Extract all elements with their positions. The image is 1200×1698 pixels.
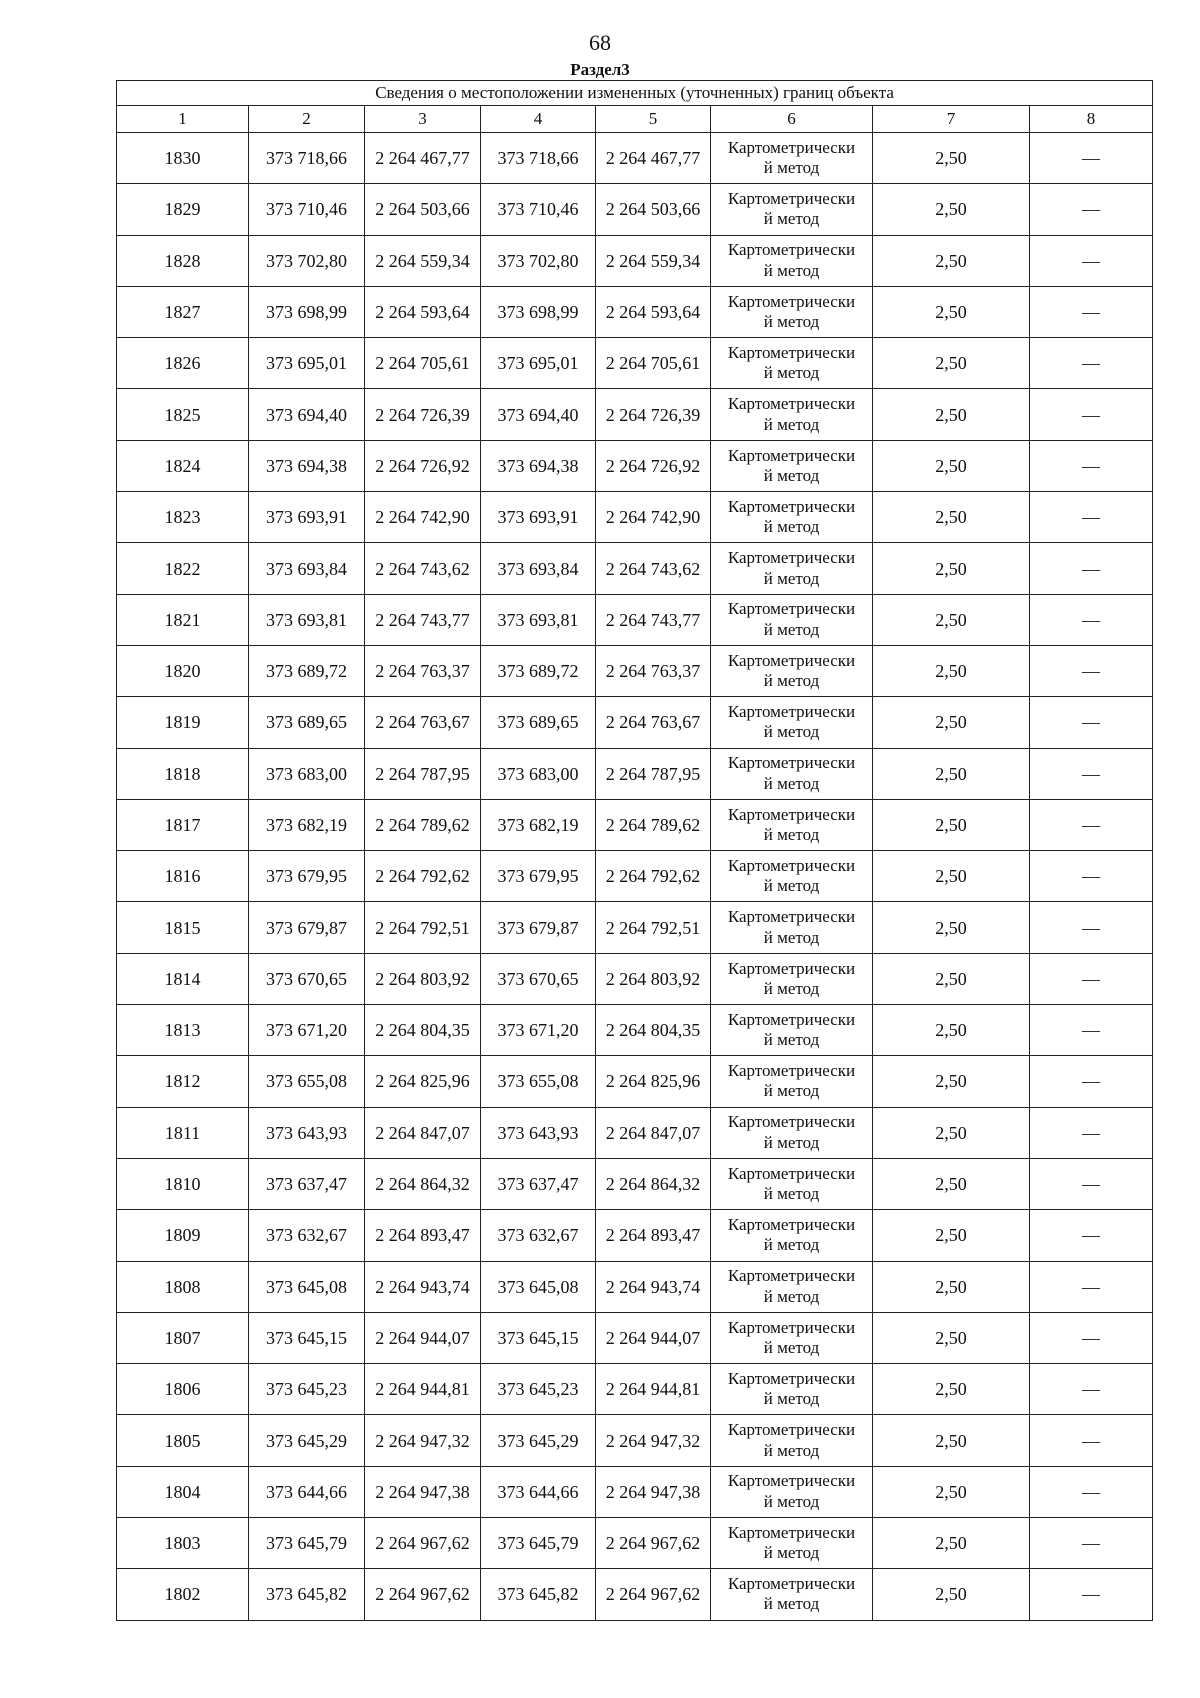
existing-y-cell: 2 264 503,66 — [365, 184, 481, 235]
point-description-cell: — — [1030, 338, 1153, 389]
existing-x-cell: 373 670,65 — [249, 953, 365, 1004]
refined-x-cell: 373 702,80 — [481, 235, 596, 286]
refined-y-cell: 2 264 947,38 — [596, 1466, 711, 1517]
refined-y-cell: 2 264 742,90 — [596, 492, 711, 543]
refined-x-cell: 373 645,08 — [481, 1261, 596, 1312]
refined-y-cell: 2 264 944,07 — [596, 1312, 711, 1363]
point-description-cell: — — [1030, 1569, 1153, 1620]
refined-x-cell: 373 695,01 — [481, 338, 596, 389]
refined-x-cell: 373 693,81 — [481, 594, 596, 645]
point-description-cell: — — [1030, 594, 1153, 645]
existing-x-cell: 373 693,91 — [249, 492, 365, 543]
point-description-cell: — — [1030, 1518, 1153, 1569]
existing-y-cell: 2 264 804,35 — [365, 1005, 481, 1056]
determination-method-cell: Картометрически й метод — [711, 338, 873, 389]
refined-y-cell: 2 264 559,34 — [596, 235, 711, 286]
existing-y-cell: 2 264 803,92 — [365, 953, 481, 1004]
table-row — [117, 953, 1153, 1004]
existing-x-cell: 373 683,00 — [249, 748, 365, 799]
table-row — [117, 1107, 1153, 1158]
point-description-cell: — — [1030, 440, 1153, 491]
point-number-cell: 1821 — [117, 594, 249, 645]
column-number-row — [117, 106, 1153, 133]
refined-y-cell: 2 264 593,64 — [596, 286, 711, 337]
accuracy-cell: 2,50 — [873, 184, 1030, 235]
refined-x-cell: 373 689,65 — [481, 697, 596, 748]
determination-method-cell: Картометрически й метод — [711, 1466, 873, 1517]
refined-y-cell: 2 264 787,95 — [596, 748, 711, 799]
point-description-cell: — — [1030, 1261, 1153, 1312]
column-number: 6 — [711, 106, 873, 133]
refined-y-cell: 2 264 947,32 — [596, 1415, 711, 1466]
refined-x-cell: 373 679,95 — [481, 851, 596, 902]
refined-y-cell: 2 264 847,07 — [596, 1107, 711, 1158]
table-row — [117, 697, 1153, 748]
existing-y-cell: 2 264 726,39 — [365, 389, 481, 440]
existing-x-cell: 373 645,15 — [249, 1312, 365, 1363]
refined-x-cell: 373 671,20 — [481, 1005, 596, 1056]
existing-y-cell: 2 264 726,92 — [365, 440, 481, 491]
point-description-cell: — — [1030, 1056, 1153, 1107]
column-number: 4 — [481, 106, 596, 133]
table-caption-row — [117, 81, 1153, 106]
existing-y-cell: 2 264 967,62 — [365, 1518, 481, 1569]
refined-x-cell: 373 694,40 — [481, 389, 596, 440]
existing-x-cell: 373 643,93 — [249, 1107, 365, 1158]
accuracy-cell: 2,50 — [873, 799, 1030, 850]
point-number-cell: 1815 — [117, 902, 249, 953]
determination-method-cell: Картометрически й метод — [711, 440, 873, 491]
point-number-cell: 1820 — [117, 645, 249, 696]
accuracy-cell: 2,50 — [873, 953, 1030, 1004]
refined-x-cell: 373 698,99 — [481, 286, 596, 337]
point-number-cell: 1823 — [117, 492, 249, 543]
existing-x-cell: 373 689,65 — [249, 697, 365, 748]
table-row — [117, 1005, 1153, 1056]
refined-x-cell: 373 645,79 — [481, 1518, 596, 1569]
refined-x-cell: 373 655,08 — [481, 1056, 596, 1107]
table-row — [117, 286, 1153, 337]
existing-y-cell: 2 264 763,37 — [365, 645, 481, 696]
accuracy-cell: 2,50 — [873, 645, 1030, 696]
existing-x-cell: 373 671,20 — [249, 1005, 365, 1056]
existing-x-cell: 373 702,80 — [249, 235, 365, 286]
existing-y-cell: 2 264 792,62 — [365, 851, 481, 902]
existing-x-cell: 373 718,66 — [249, 133, 365, 184]
point-description-cell: — — [1030, 1005, 1153, 1056]
section-title: Раздел3 — [570, 60, 630, 79]
refined-y-cell: 2 264 763,37 — [596, 645, 711, 696]
point-number-cell: 1814 — [117, 953, 249, 1004]
table-row — [117, 799, 1153, 850]
table-row — [117, 184, 1153, 235]
existing-y-cell: 2 264 947,38 — [365, 1466, 481, 1517]
table-row — [117, 645, 1153, 696]
existing-x-cell: 373 694,38 — [249, 440, 365, 491]
point-description-cell: — — [1030, 389, 1153, 440]
determination-method-cell: Картометрически й метод — [711, 953, 873, 1004]
existing-x-cell: 373 637,47 — [249, 1158, 365, 1209]
existing-y-cell: 2 264 705,61 — [365, 338, 481, 389]
accuracy-cell: 2,50 — [873, 286, 1030, 337]
point-number-cell: 1819 — [117, 697, 249, 748]
point-number-cell: 1813 — [117, 1005, 249, 1056]
table-row — [117, 1364, 1153, 1415]
accuracy-cell: 2,50 — [873, 235, 1030, 286]
accuracy-cell: 2,50 — [873, 1107, 1030, 1158]
existing-y-cell: 2 264 742,90 — [365, 492, 481, 543]
accuracy-cell: 2,50 — [873, 338, 1030, 389]
table-row — [117, 902, 1153, 953]
refined-y-cell: 2 264 763,67 — [596, 697, 711, 748]
existing-y-cell: 2 264 944,81 — [365, 1364, 481, 1415]
point-description-cell: — — [1030, 645, 1153, 696]
refined-x-cell: 373 694,38 — [481, 440, 596, 491]
determination-method-cell: Картометрически й метод — [711, 1312, 873, 1363]
existing-y-cell: 2 264 864,32 — [365, 1158, 481, 1209]
refined-y-cell: 2 264 726,92 — [596, 440, 711, 491]
existing-x-cell: 373 694,40 — [249, 389, 365, 440]
existing-x-cell: 373 693,81 — [249, 594, 365, 645]
point-number-cell: 1825 — [117, 389, 249, 440]
point-number-cell: 1830 — [117, 133, 249, 184]
determination-method-cell: Картометрически й метод — [711, 748, 873, 799]
existing-y-cell: 2 264 743,77 — [365, 594, 481, 645]
refined-y-cell: 2 264 967,62 — [596, 1569, 711, 1620]
refined-x-cell: 373 689,72 — [481, 645, 596, 696]
determination-method-cell: Картометрически й метод — [711, 902, 873, 953]
accuracy-cell: 2,50 — [873, 440, 1030, 491]
point-number-cell: 1822 — [117, 543, 249, 594]
refined-y-cell: 2 264 893,47 — [596, 1210, 711, 1261]
refined-x-cell: 373 693,91 — [481, 492, 596, 543]
point-number-cell: 1824 — [117, 440, 249, 491]
point-description-cell: — — [1030, 902, 1153, 953]
table-row — [117, 748, 1153, 799]
accuracy-cell: 2,50 — [873, 1312, 1030, 1363]
refined-x-cell: 373 632,67 — [481, 1210, 596, 1261]
table-row — [117, 1210, 1153, 1261]
point-description-cell: — — [1030, 851, 1153, 902]
table-row — [117, 1158, 1153, 1209]
refined-y-cell: 2 264 864,32 — [596, 1158, 711, 1209]
table-row — [117, 133, 1153, 184]
accuracy-cell: 2,50 — [873, 1261, 1030, 1312]
determination-method-cell: Картометрически й метод — [711, 1518, 873, 1569]
point-description-cell: — — [1030, 799, 1153, 850]
existing-y-cell: 2 264 743,62 — [365, 543, 481, 594]
refined-y-cell: 2 264 705,61 — [596, 338, 711, 389]
column-number: 8 — [1030, 106, 1153, 133]
refined-y-cell: 2 264 804,35 — [596, 1005, 711, 1056]
refined-x-cell: 373 679,87 — [481, 902, 596, 953]
existing-x-cell: 373 645,79 — [249, 1518, 365, 1569]
determination-method-cell: Картометрически й метод — [711, 1569, 873, 1620]
point-number-cell: 1828 — [117, 235, 249, 286]
existing-x-cell: 373 679,87 — [249, 902, 365, 953]
column-number: 3 — [365, 106, 481, 133]
existing-x-cell: 373 695,01 — [249, 338, 365, 389]
determination-method-cell: Картометрически й метод — [711, 594, 873, 645]
determination-method-cell: Картометрически й метод — [711, 645, 873, 696]
existing-x-cell: 373 689,72 — [249, 645, 365, 696]
determination-method-cell: Картометрически й метод — [711, 184, 873, 235]
accuracy-cell: 2,50 — [873, 492, 1030, 543]
point-number-cell: 1827 — [117, 286, 249, 337]
existing-x-cell: 373 710,46 — [249, 184, 365, 235]
point-description-cell: — — [1030, 133, 1153, 184]
existing-y-cell: 2 264 763,67 — [365, 697, 481, 748]
existing-y-cell: 2 264 593,64 — [365, 286, 481, 337]
table-row — [117, 389, 1153, 440]
existing-y-cell: 2 264 847,07 — [365, 1107, 481, 1158]
page-number: 68 — [589, 30, 611, 55]
determination-method-cell: Картометрически й метод — [711, 389, 873, 440]
accuracy-cell: 2,50 — [873, 748, 1030, 799]
existing-x-cell: 373 645,08 — [249, 1261, 365, 1312]
point-number-cell: 1806 — [117, 1364, 249, 1415]
existing-y-cell: 2 264 967,62 — [365, 1569, 481, 1620]
determination-method-cell: Картометрически й метод — [711, 1158, 873, 1209]
existing-y-cell: 2 264 789,62 — [365, 799, 481, 850]
table-row — [117, 851, 1153, 902]
existing-y-cell: 2 264 893,47 — [365, 1210, 481, 1261]
refined-x-cell: 373 682,19 — [481, 799, 596, 850]
refined-y-cell: 2 264 789,62 — [596, 799, 711, 850]
existing-y-cell: 2 264 944,07 — [365, 1312, 481, 1363]
refined-y-cell: 2 264 726,39 — [596, 389, 711, 440]
table-row — [117, 1056, 1153, 1107]
refined-y-cell: 2 264 467,77 — [596, 133, 711, 184]
determination-method-cell: Картометрически й метод — [711, 1364, 873, 1415]
refined-x-cell: 373 644,66 — [481, 1466, 596, 1517]
point-description-cell: — — [1030, 953, 1153, 1004]
point-number-cell: 1812 — [117, 1056, 249, 1107]
existing-x-cell: 373 645,23 — [249, 1364, 365, 1415]
point-description-cell: — — [1030, 1415, 1153, 1466]
refined-y-cell: 2 264 944,81 — [596, 1364, 711, 1415]
existing-x-cell: 373 682,19 — [249, 799, 365, 850]
point-number-cell: 1807 — [117, 1312, 249, 1363]
existing-y-cell: 2 264 787,95 — [365, 748, 481, 799]
accuracy-cell: 2,50 — [873, 133, 1030, 184]
column-number: 5 — [596, 106, 711, 133]
determination-method-cell: Картометрически й метод — [711, 1107, 873, 1158]
refined-x-cell: 373 645,29 — [481, 1415, 596, 1466]
point-number-cell: 1804 — [117, 1466, 249, 1517]
refined-y-cell: 2 264 743,62 — [596, 543, 711, 594]
refined-x-cell: 373 718,66 — [481, 133, 596, 184]
point-number-cell: 1816 — [117, 851, 249, 902]
existing-y-cell: 2 264 825,96 — [365, 1056, 481, 1107]
point-description-cell: — — [1030, 1312, 1153, 1363]
table-row — [117, 1466, 1153, 1517]
refined-y-cell: 2 264 792,62 — [596, 851, 711, 902]
existing-x-cell: 373 644,66 — [249, 1466, 365, 1517]
determination-method-cell: Картометрически й метод — [711, 133, 873, 184]
accuracy-cell: 2,50 — [873, 1005, 1030, 1056]
point-description-cell: — — [1030, 235, 1153, 286]
refined-y-cell: 2 264 792,51 — [596, 902, 711, 953]
point-number-cell: 1810 — [117, 1158, 249, 1209]
accuracy-cell: 2,50 — [873, 902, 1030, 953]
table-body — [117, 133, 1153, 1621]
table-row — [117, 1312, 1153, 1363]
accuracy-cell: 2,50 — [873, 1056, 1030, 1107]
accuracy-cell: 2,50 — [873, 697, 1030, 748]
point-description-cell: — — [1030, 1364, 1153, 1415]
table-row — [117, 338, 1153, 389]
accuracy-cell: 2,50 — [873, 851, 1030, 902]
table-row — [117, 235, 1153, 286]
existing-x-cell: 373 679,95 — [249, 851, 365, 902]
determination-method-cell: Картометрически й метод — [711, 235, 873, 286]
existing-x-cell: 373 698,99 — [249, 286, 365, 337]
existing-y-cell: 2 264 467,77 — [365, 133, 481, 184]
point-description-cell: — — [1030, 184, 1153, 235]
point-description-cell: — — [1030, 1466, 1153, 1517]
determination-method-cell: Картометрически й метод — [711, 543, 873, 594]
point-number-cell: 1808 — [117, 1261, 249, 1312]
point-number-cell: 1802 — [117, 1569, 249, 1620]
accuracy-cell: 2,50 — [873, 1415, 1030, 1466]
point-description-cell: — — [1030, 1107, 1153, 1158]
determination-method-cell: Картометрически й метод — [711, 697, 873, 748]
existing-y-cell: 2 264 947,32 — [365, 1415, 481, 1466]
point-description-cell: — — [1030, 1210, 1153, 1261]
point-number-cell: 1826 — [117, 338, 249, 389]
refined-x-cell: 373 645,15 — [481, 1312, 596, 1363]
point-description-cell: — — [1030, 1158, 1153, 1209]
existing-x-cell: 373 655,08 — [249, 1056, 365, 1107]
coordinates-table — [116, 80, 1153, 1621]
existing-y-cell: 2 264 792,51 — [365, 902, 481, 953]
accuracy-cell: 2,50 — [873, 1569, 1030, 1620]
accuracy-cell: 2,50 — [873, 1158, 1030, 1209]
column-number: 7 — [873, 106, 1030, 133]
existing-x-cell: 373 693,84 — [249, 543, 365, 594]
point-number-cell: 1811 — [117, 1107, 249, 1158]
determination-method-cell: Картометрически й метод — [711, 1056, 873, 1107]
point-number-cell: 1803 — [117, 1518, 249, 1569]
accuracy-cell: 2,50 — [873, 543, 1030, 594]
refined-x-cell: 373 645,23 — [481, 1364, 596, 1415]
column-number: 1 — [117, 106, 249, 133]
existing-y-cell: 2 264 559,34 — [365, 235, 481, 286]
determination-method-cell: Картометрически й метод — [711, 851, 873, 902]
determination-method-cell: Картометрически й метод — [711, 1261, 873, 1312]
refined-x-cell: 373 637,47 — [481, 1158, 596, 1209]
column-number: 2 — [249, 106, 365, 133]
refined-y-cell: 2 264 503,66 — [596, 184, 711, 235]
refined-y-cell: 2 264 743,77 — [596, 594, 711, 645]
determination-method-cell: Картометрически й метод — [711, 1415, 873, 1466]
table-row — [117, 1569, 1153, 1620]
refined-x-cell: 373 710,46 — [481, 184, 596, 235]
determination-method-cell: Картометрически й метод — [711, 492, 873, 543]
point-description-cell: — — [1030, 492, 1153, 543]
accuracy-cell: 2,50 — [873, 594, 1030, 645]
refined-x-cell: 373 645,82 — [481, 1569, 596, 1620]
point-number-cell: 1809 — [117, 1210, 249, 1261]
accuracy-cell: 2,50 — [873, 1466, 1030, 1517]
point-number-cell: 1818 — [117, 748, 249, 799]
table-row — [117, 1415, 1153, 1466]
determination-method-cell: Картометрически й метод — [711, 799, 873, 850]
point-description-cell: — — [1030, 543, 1153, 594]
existing-x-cell: 373 645,82 — [249, 1569, 365, 1620]
point-number-cell: 1805 — [117, 1415, 249, 1466]
accuracy-cell: 2,50 — [873, 1364, 1030, 1415]
accuracy-cell: 2,50 — [873, 1518, 1030, 1569]
table-row — [117, 1261, 1153, 1312]
determination-method-cell: Картометрически й метод — [711, 1005, 873, 1056]
refined-y-cell: 2 264 803,92 — [596, 953, 711, 1004]
existing-x-cell: 373 632,67 — [249, 1210, 365, 1261]
point-number-cell: 1829 — [117, 184, 249, 235]
determination-method-cell: Картометрически й метод — [711, 1210, 873, 1261]
point-number-cell: 1817 — [117, 799, 249, 850]
table-row — [117, 594, 1153, 645]
point-description-cell: — — [1030, 697, 1153, 748]
existing-x-cell: 373 645,29 — [249, 1415, 365, 1466]
accuracy-cell: 2,50 — [873, 389, 1030, 440]
table-row — [117, 1518, 1153, 1569]
refined-y-cell: 2 264 825,96 — [596, 1056, 711, 1107]
refined-x-cell: 373 670,65 — [481, 953, 596, 1004]
table-row — [117, 492, 1153, 543]
refined-y-cell: 2 264 943,74 — [596, 1261, 711, 1312]
refined-x-cell: 373 693,84 — [481, 543, 596, 594]
table-row — [117, 543, 1153, 594]
refined-x-cell: 373 643,93 — [481, 1107, 596, 1158]
accuracy-cell: 2,50 — [873, 1210, 1030, 1261]
refined-x-cell: 373 683,00 — [481, 748, 596, 799]
refined-y-cell: 2 264 967,62 — [596, 1518, 711, 1569]
point-description-cell: — — [1030, 748, 1153, 799]
table-caption: Сведения о местоположении измененных (уточненных) границ объекта — [117, 81, 1153, 106]
point-description-cell: — — [1030, 286, 1153, 337]
determination-method-cell: Картометрически й метод — [711, 286, 873, 337]
table-row — [117, 440, 1153, 491]
existing-y-cell: 2 264 943,74 — [365, 1261, 481, 1312]
